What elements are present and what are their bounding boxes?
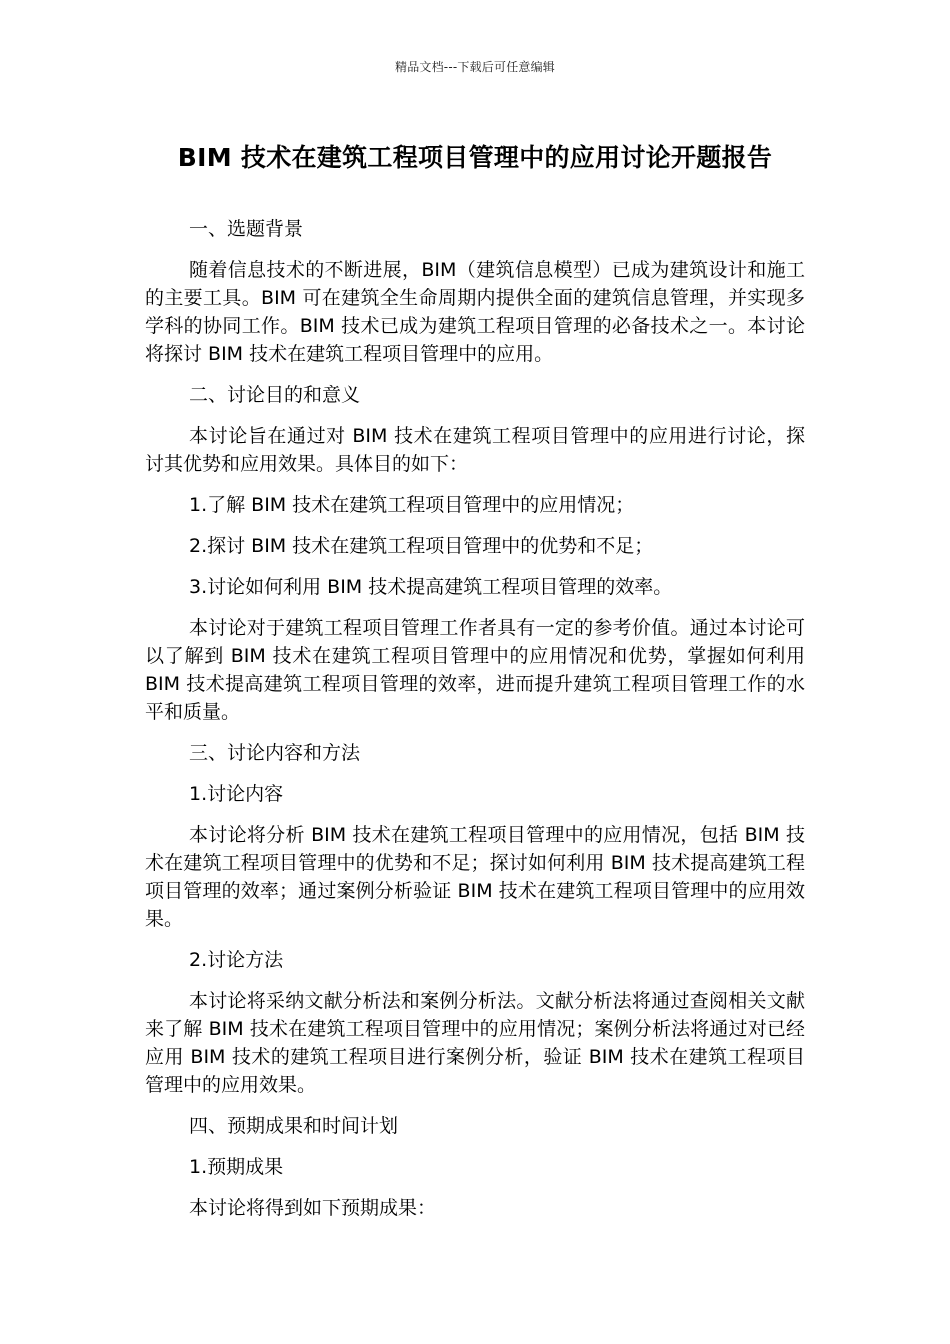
subheading-content: 1.讨论内容 [189,783,284,805]
list-item-purpose-2: 2.探讨 BIM 技术在建筑工程项目管理中的优势和不足； [189,535,654,557]
list-item-purpose-1: 1.了解 BIM 技术在建筑工程项目管理中的应用情况； [189,494,635,516]
section-heading-results-schedule: 四、预期成果和时间计划 [189,1115,399,1137]
paragraph-method: 本讨论将采纳文献分析法和案例分析法。文献分析法将通过查阅相关文献来了解 BIM 技术在建筑工程项目管理中的应用情况；案例分析法将通过对已经应用 BIM 技术的建筑工程项目进行案例分析，验证 BIM 技术在建筑工程项目管理中的应用效果。 [145,990,805,1096]
section-heading-background: 一、选题背景 [189,218,304,240]
header-note: 精品文档---下载后可任意编辑 [395,60,555,74]
section-heading-purpose: 二、讨论目的和意义 [189,384,361,406]
paragraph-expected-results: 本讨论将得到如下预期成果： [189,1197,437,1219]
subheading-method: 2.讨论方法 [189,949,284,971]
paragraph-significance: 本讨论对于建筑工程项目管理工作者具有一定的参考价值。通过本讨论可以了解到 BIM 技术在建筑工程项目管理中的应用情况和优势，掌握如何利用 BIM 技术提高建筑工程项目管理的效率，进而提升建筑工程项目管理工作的水平和质量。 [145,617,805,723]
list-item-purpose-3: 3.讨论如何利用 BIM 技术提高建筑工程项目管理的效率。 [189,576,673,598]
paragraph-background: 随着信息技术的不断进展，BIM（建筑信息模型）已成为建筑设计和施工的主要工具。BIM 可在建筑全生命周期内提供全面的建筑信息管理，并实现多学科的协同工作。BIM 技术已成为建筑工程项目管理的必备技术之一。本讨论将探讨 BIM 技术在建筑工程项目管理中的应用。 [145,259,805,365]
subheading-expected-results: 1.预期成果 [189,1156,284,1178]
section-heading-content-method: 三、讨论内容和方法 [189,742,361,764]
document-title: BIM 技术在建筑工程项目管理中的应用讨论开题报告 [177,143,773,172]
paragraph-purpose: 本讨论旨在通过对 BIM 技术在建筑工程项目管理中的应用进行讨论，探讨其优势和应用效果。具体目的如下： [145,425,805,475]
paragraph-content: 本讨论将分析 BIM 技术在建筑工程项目管理中的应用情况，包括 BIM 技术在建筑工程项目管理中的优势和不足；探讨如何利用 BIM 技术提高建筑工程项目管理的效率；通过案例分析验证 BIM 技术在建筑工程项目管理中的应用效果。 [145,824,805,930]
document-body [145,215,805,1235]
